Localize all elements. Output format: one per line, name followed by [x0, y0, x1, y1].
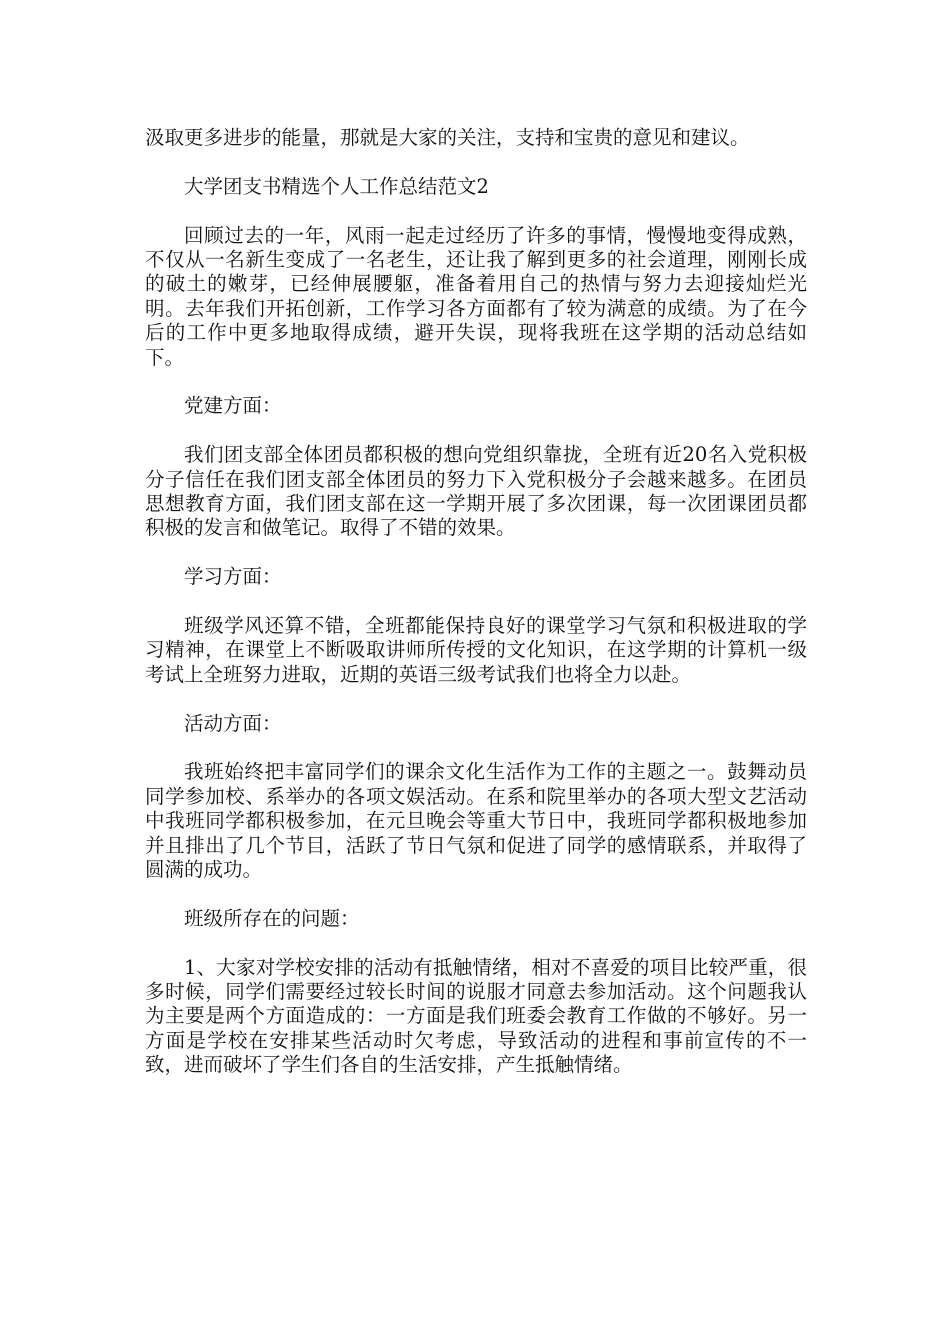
heading-problems: 班级所存在的问题： [184, 906, 360, 930]
heading-study: 学习方面： [184, 565, 282, 589]
document-body [145, 126, 807, 1102]
paragraph-intro: 回顾过去的一年，风雨一起走过经历了许多的事情，慢慢地变得成熟，不仅从一名新生变成了一名老生，还让我了解到更多的社会道理，刚刚长成的破土的嫩芽，已经伸展腰躯，准备着用自己的热情与努力去迎接灿烂光明。去年我们开拓创新，工作学习各方面都有了较为满意的成绩。为了在今后的工作中更多地取得成绩，避开失误，现将我班在这学期的活动总结如下。 [145, 223, 807, 369]
paragraph-study: 班级学风还算不错，全班都能保持良好的课堂学习气氛和积极进取的学习精神，在课堂上不断吸取讲师所传授的文化知识，在这学期的计算机一级考试上全班努力进取，近期的英语三级考试我们也将全力以赴。 [145, 614, 807, 686]
heading-party-building: 党建方面： [184, 394, 282, 418]
paragraph-continuation: 汲取更多进步的能量，那就是大家的关注，支持和宝贵的意见和建议。 [145, 126, 750, 149]
heading-activities: 活动方面： [184, 711, 282, 735]
paragraph-activities: 我班始终把丰富同学们的课余文化生活作为工作的主题之一。鼓舞动员同学参加校、系举办的各项文娱活动。在系和院里举办的各项大型文艺活动中我班同学都积极参加，在元旦晚会等重大节日中，我班同学都积极地参加并且排出了几个节目，活跃了节日气氛和促进了同学的感情联系，并取得了圆满的成功。 [145, 760, 807, 882]
paragraph-party-building: 我们团支部全体团员都积极的想向党组织靠拢，全班有近20名入党积极分子信任在我们团支部全体团员的努力下入党积极分子会越来越多。在团员思想教育方面，我们团支部在这一学期开展了多次团课，每一次团课团员都积极的发言和做笔记。取得了不错的效果。 [145, 443, 807, 540]
section-title: 大学团支书精选个人工作总结范文2 [184, 174, 489, 198]
paragraph-problem-1: 1、大家对学校安排的活动有抵触情绪，相对不喜爱的项目比较严重，很多时候，同学们需要经过较长时间的说服才同意去参加活动。这个问题我认为主要是两个方面造成的：一方面是我们班委会教育工作做的不够好。另一方面是学校在安排某些活动时欠考虑，导致活动的进程和事前宣传的不一致，进而破坏了学生们各自的生活安排，产生抵触情绪。 [145, 955, 807, 1077]
